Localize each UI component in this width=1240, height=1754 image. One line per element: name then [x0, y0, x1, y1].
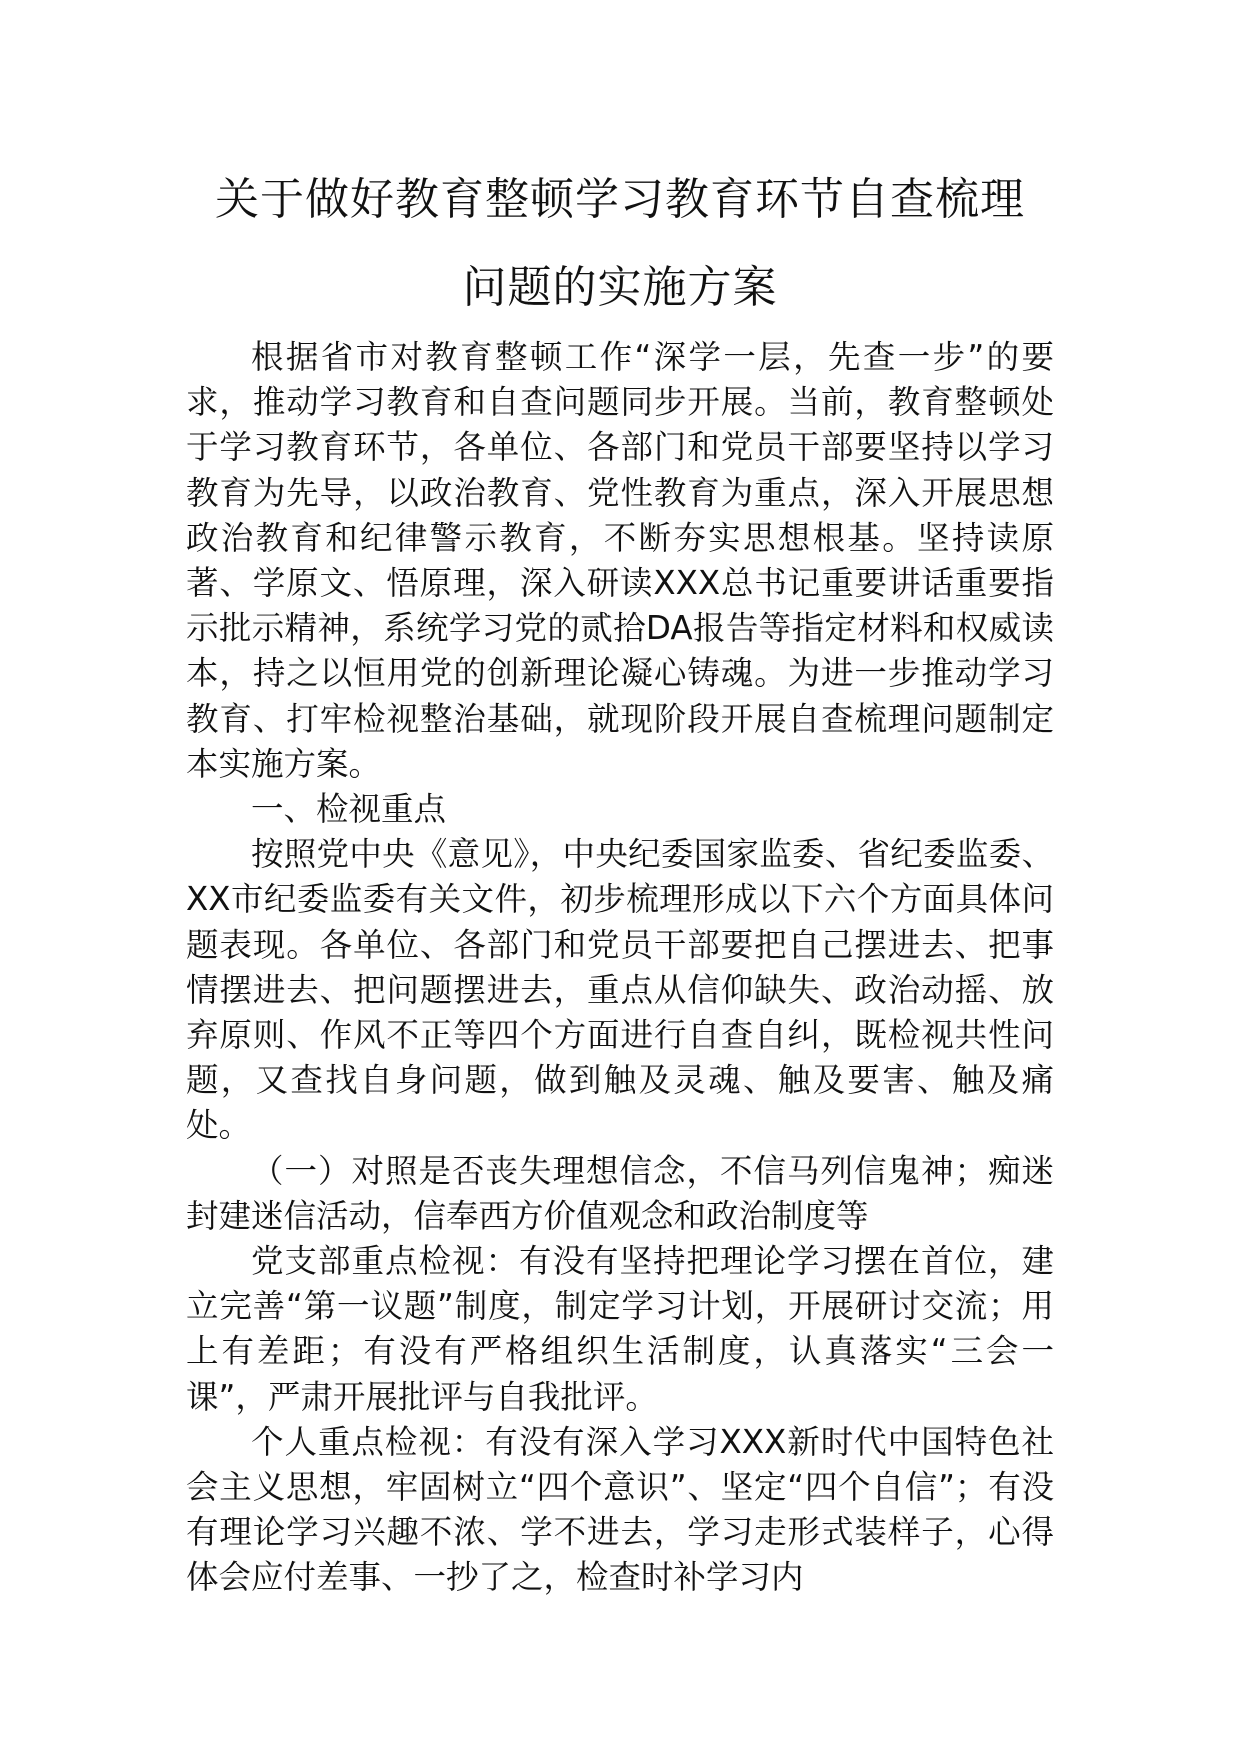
- document-title-line-2: 问题的实施方案: [462, 262, 778, 313]
- section-1-paragraph: 按照党中央《意见》，中央纪委国家监委、省纪委监委、XX市纪委监委有关文件，初步梳理形成以下六个方面具体问题表现。各单位、各部门和党员干部要把自己摆进去、把事情摆进去、把问题摆进去，重点从信仰缺失、政治动摇、放弃原则、作风不正等四个方面进行自查自纠，既检视共性问题，又查找自身问题，做到触及灵魂、触及要害、触及痛处。: [186, 835, 1054, 1145]
- subsection-heading-1: （一）对照是否丧失理想信念，不信马列信鬼神；痴迷封建迷信活动，信奉西方价值观念和政治制度等: [186, 1151, 1054, 1235]
- party-branch-check-paragraph: 党支部重点检视：有没有坚持把理论学习摆在首位，建立完善“第一议题”制度，制定学习计划，开展研讨交流；用上有差距；有没有严格组织生活制度，认真落实“三会一课”，严肃开展批评与自我批评。: [186, 1242, 1054, 1416]
- personal-check-paragraph: 个人重点检视：有没有深入学习XXX新时代中国特色社会主义思想，牢固树立“四个意识”、坚定“四个自信”；有没有理论学习兴趣不浓、学不进去，学习走形式装样子，心得体会应付差事、一抄了之，检查时补学习内: [186, 1422, 1054, 1597]
- section-heading-1: 一、检视重点: [251, 790, 447, 829]
- document-body: [186, 335, 1054, 1601]
- document-title-line-1: 关于做好教育整顿学习教育环节自查梳理: [215, 174, 1025, 225]
- intro-paragraph: 根据省市对教育整顿工作“深学一层，先查一步”的要求，推动学习教育和自查问题同步开展。当前，教育整顿处于学习教育环节，各单位、各部门和党员干部要坚持以学习教育为先导，以政治教育、党性教育为重点，深入开展思想政治教育和纪律警示教育，不断夯实思想根基。坚持读原著、学原文、悟原理，深入研读XXX总书记重要讲话重要指示批示精神，系统学习党的贰拾DA报告等指定材料和权威读本，持之以恒用党的创新理论凝心铸魂。为进一步推动学习教育、打牢检视整治基础，就现阶段开展自查梳理问题制定本实施方案。: [186, 338, 1054, 783]
